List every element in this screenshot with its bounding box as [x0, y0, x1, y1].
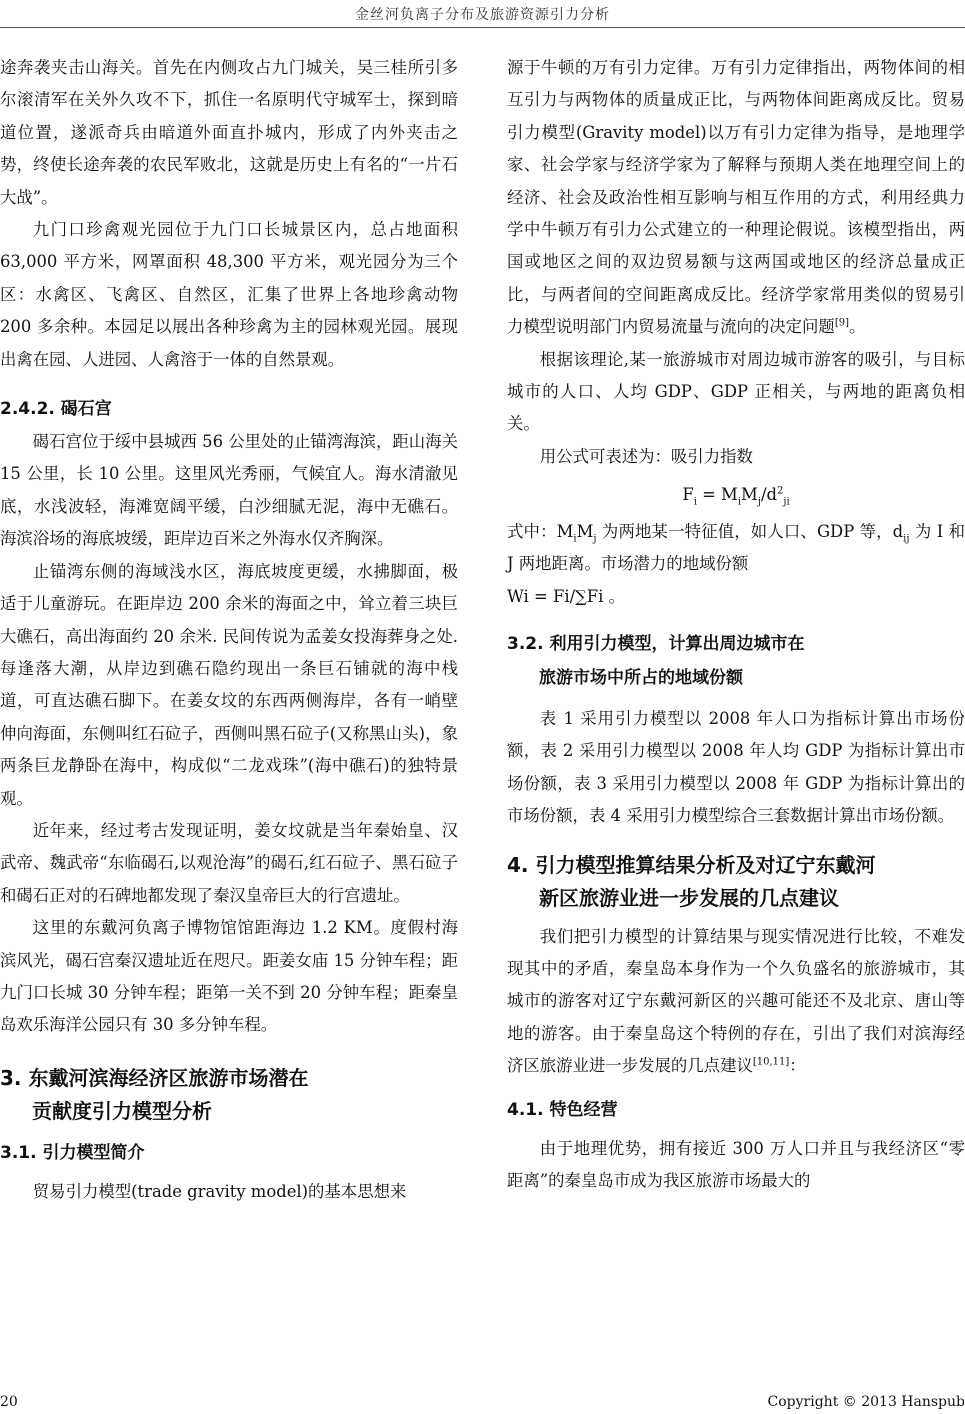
section-heading-3-2	[507, 627, 965, 695]
formula-part: 2	[776, 485, 784, 497]
paragraph-text: 源于牛顿的万有引力定律。万有引力定律指出，两物体间的相互引力与两物体的质量成正比，与两物体间距离成反比。贸易引力模型(Gravity model)以万有引力定律为指导，是地理学家、社会学家与经济学家为了解释与预期人类在地理空间上的经济、社会及政治性相互影响与相互作用的方式，利用经典力学中牛顿万有引力公式建立的一种理论假说。该模型指出，两国或地区之间的双边贸易额与这两国或地区的经济总量成正比，与两者间的空间距离成反比。经济学家常用类似的贸易引力模型说明部门内贸易流量与流向的决定问题	[507, 58, 965, 337]
section-heading-3-1: 3.1. 引力模型简介	[0, 1142, 145, 1163]
paragraph: 这里的东戴河负离子博物馆馆距海边 1.2 KM。度假村海滨风光，碣石宫秦汉遗址近在咫尺。距姜女庙 15 分钟车程；距九门口长城 30 分钟车程；距第一关不到 20 分钟车程；距秦皇岛欢乐海洋公园只有 30 多分钟车程。	[0, 918, 458, 1035]
page-number: 20	[0, 1394, 18, 1410]
formula-part: F	[682, 485, 694, 505]
section-heading-3	[0, 1062, 458, 1128]
paragraph	[507, 921, 965, 1083]
paragraph-text: 式中：M	[507, 521, 574, 541]
subscript: ij	[903, 532, 910, 544]
subscript: i	[573, 532, 577, 544]
paragraph: 近年来，经过考古发现证明，姜女坟就是当年秦始皇、汉武帝、魏武帝“东临碣石,以观沧海”的碣石,红石砬子、黑石砬子和碣石正对的石碑地都发现了秦汉皇帝巨大的行宫遗址。	[0, 820, 458, 905]
running-header: 金丝河负离子分布及旅游资源引力分析	[355, 7, 610, 23]
heading-line: 旅游市场中所占的地域份额	[539, 667, 743, 688]
right-column	[507, 52, 965, 1197]
citation: [9]	[834, 317, 849, 329]
heading-line: 3. 东戴河滨海经济区旅游市场潜在	[0, 1065, 309, 1090]
formula-part: = M	[696, 485, 738, 505]
header-rule	[0, 27, 965, 28]
formula-part: i	[737, 496, 742, 508]
paragraph: 九门口珍禽观光园位于九门口长城景区内，总占地面积 63,000 平方米，网罩面积 48,300 平方米，观光园分为三个区：水禽区、飞禽区、自然区，汇集了世界上各地珍禽动物 200 多余种。本园足以展出各种珍禽为主的园林观光园。展现出禽在园、人进园、人禽溶于一体的自然景观。	[0, 220, 458, 369]
paragraph: 贸易引力模型(trade gravity model)的基本思想来	[32, 1181, 407, 1201]
paragraph: 止锚湾东侧的海域浅水区，海底坡度更缓，水拂脚面，极适于儿童游玩。在距岸边 200 余米的海面之中，耸立着三块巨大礁石，高出海面约 20 余米. 民间传说为孟姜女投海葬身之处.每逢落大潮，从岸边到礁石隐约现出一条巨石铺就的海中栈道，可直达礁石脚下。在姜女坟的东西两侧海岸，各有一峭壁伸向海面，东侧叫红石砬子，西侧叫黑石砬子(又称黑山头)，象两条巨龙静卧在海中，构成似“二龙戏珠”(海中礁石)的独特景观。	[0, 561, 458, 808]
paragraph: 表 1 采用引力模型以 2008 年人口为指标计算出市场份额，表 2 采用引力模型以 2008 年人均 GDP 为指标计算出市场份额，表 3 采用引力模型以 2008 年 GDP 为指标计算出的市场份额，表 4 采用引力模型综合三套数据计算出市场份额。	[507, 708, 965, 826]
formula-part: M	[741, 485, 758, 505]
formula-part: j	[757, 496, 761, 508]
paragraph-text: 我们把引力模型的计算结果与现实情况进行比较，不难发现其中的矛盾，秦皇岛本身作为一个久负盛名的旅游城市，其城市的游客对辽宁东戴河新区的兴趣可能还不及北京、唐山等地的游客。由于秦皇岛这个特例的存在，引出了我们对滨海经济区旅游业进一步发展的几点建议	[507, 926, 965, 1076]
citation: [10,11]	[752, 1056, 790, 1068]
formula-part: /d	[760, 485, 777, 505]
subscript: j	[593, 532, 597, 544]
heading-line: 新区旅游业进一步发展的几点建议	[539, 885, 839, 910]
paragraph-text: 为 I 和 J 两地距离。市场潜力的地域份额	[507, 521, 965, 574]
paragraph: 由于地理优势，拥有接近 300 万人口并且与我经济区“零距离”的秦皇岛市成为我区旅游市场最大的	[507, 1138, 965, 1190]
paragraph-text: 。	[848, 317, 866, 337]
left-column	[0, 52, 458, 1208]
heading-line: 3.2. 利用引力模型，计算出周边城市在	[507, 633, 805, 654]
formula-part: ji	[783, 496, 790, 508]
paragraph	[507, 52, 965, 344]
heading-line: 4. 引力模型推算结果分析及对辽宁东戴河	[507, 852, 876, 877]
copyright: Copyright © 2013 Hanspub	[767, 1394, 965, 1410]
gravity-formula	[507, 479, 965, 511]
paragraph-text: ：	[789, 1056, 806, 1076]
section-heading-4-1: 4.1. 特色经营	[507, 1099, 618, 1120]
heading-line: 贡献度引力模型分析	[32, 1098, 212, 1123]
section-heading-2-4-2: 2.4.2. 碣石宫	[0, 399, 112, 420]
paragraph	[507, 516, 965, 581]
paragraph: 途奔袭夹击山海关。首先在内侧攻占九门城关，吴三桂所引多尔滚清军在关外久攻不下，抓住一名原明代守城军士，探到暗道位置，遂派奇兵由暗道外面直扑城内，形成了内外夹击之势，终使长途奔袭的农民军败北，这就是历史上有名的“一片石大战”。	[0, 58, 458, 207]
paragraph-text: 为两地某一特征值，如人口、GDP 等，d	[596, 521, 904, 541]
paragraph: 根据该理论,某一旅游城市对周边城市游客的吸引，与目标城市的人口、人均 GDP、GDP 正相关，与两地的距离负相关。	[507, 349, 965, 434]
formula-part: i	[693, 496, 697, 508]
paragraph-text: M	[576, 521, 594, 541]
paragraph: 碣石宫位于绥中县城西 56 公里处的止锚湾海滨，距山海关 15 公里，长 10 公里。这里风光秀丽，气候宜人。海水清澈见底，水浅波轻，海滩宽阔平缓，白沙细腻无泥，海中无礁石。海滨浴场的海底坡缓，距岸边百米之外海水仅齐胸深。	[0, 432, 458, 549]
paragraph: 用公式可表述为：吸引力指数	[539, 446, 753, 466]
share-formula: Wi = Fi/∑Fi 。	[507, 586, 626, 606]
section-heading-4	[507, 849, 965, 915]
